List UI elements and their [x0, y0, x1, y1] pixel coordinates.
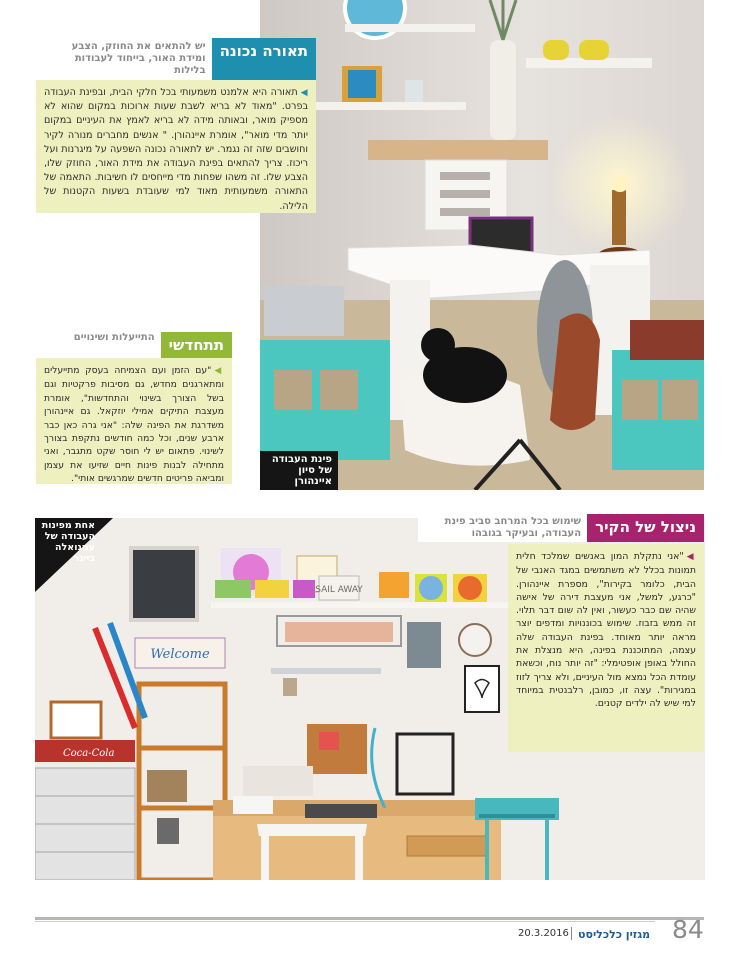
section-renew-title: תתחדשי	[161, 332, 232, 358]
coca-cola-sign: Coca-Cola	[63, 748, 115, 759]
sail-away-sign: SAIL AWAY	[315, 585, 363, 595]
photo-top-caption: פינת העבודה של סיון איינהורן	[260, 451, 338, 490]
footer-rule	[35, 917, 704, 920]
magazine-name: מגזין כלכליסט	[578, 928, 651, 941]
section-wall-body-box	[508, 544, 704, 752]
bullet-arrow-icon: ◀	[300, 88, 308, 98]
section-lighting	[36, 38, 316, 213]
corner-desk-illustration	[260, 0, 704, 490]
welcome-banner: Welcome	[150, 647, 210, 662]
section-lighting-body-box	[36, 80, 316, 213]
footer-separator	[571, 927, 572, 940]
photo-bottom-caption: אחת מפינות העבודה של עמנואלה בייגר	[41, 520, 95, 564]
section-wall	[418, 514, 704, 542]
photo-corner-desk	[260, 0, 704, 490]
section-wall-body: "אני נתקלת המון באנשים שמלכד חלית תמונות בכלל לא משתמשים במגד האנבי של הבית, כלומר בקירות", מספרת איינהורן. "כרגע, למשל, אני מעצבת דירה של אישה שהיה שם כבר כעשור, ואין לה שום דבר תלוי. זה ממש בזבוז. שימוש בכוננויות ומדפים יוצר מראה יותר מאוחד. בפינת העבודה שלה עצמה, המתוכננת בפינה, היא מנצלת את החולל באופן אופטימלי: "זה יותר נוח, וכשאת עומדת הכל נמצא מול העיניים, ולא צריך לזוז במגירות". עצה זו, כמובן, רלבנטית במיוחד למי שיש לה ילדים קטנים.	[516, 551, 696, 710]
page-number: 84	[672, 915, 704, 944]
issue-date: 20.3.2016	[518, 928, 569, 939]
section-renew	[36, 332, 232, 484]
footer-rule-thin	[35, 921, 655, 922]
section-renew-body: "עם הזמן ועם הצמיחה בעסק מתייעלים ומתארגנים מחדש, גם מסיבות פרקטיות וגם בשל הצורך בשינוי והתחדשות", אומרת מעצבת התיקים אמילי יוזקאל. גם איינהורן משדרגת את הפינה שלה: "אני גרה כאן כבר ארבע שנים, וכל כמה חודשים נתקפת בצורך לשינוי. פתאום יש לי חוסר שקט מתגבר, ואני מתחילה לבנות פינות חיים שזיעו את עצמן ומביאה פריטים חדשים שמרגשים אותי".	[44, 365, 224, 484]
section-wall-title: ניצול של הקיר	[587, 514, 704, 542]
section-lighting-body: תאורה היא אלמנט משמעותי בכל חלקי הבית, ובפינת העבודה בפרט. "מאוד לא בריא לשבת שעות ארוכות במקום שהוא לא מספיק מואר, ובאותה מידה לא בריא לאמץ את העיניים במקום יותר מדי מואר", אומרת איינהורן. " אנשים מחברים מנורה לקיר וחושבים שזה זה נגמר. יש לתאורה נכונה השפעה על מיגרנות ועל ריכוז. צריך להתאים בפינת העבודה את מידת האור, החוזק שלו, הצבע שלו. זה משהו שפחות מדי מייחסים לו חשיבות. התאמה של התאורה משמעותית מאוד למי שעובדת בשעות הקטנות של הלילה.	[44, 87, 308, 212]
bullet-arrow-icon: ◀	[686, 552, 697, 562]
section-lighting-title: תאורה נכונה	[212, 38, 316, 80]
section-lighting-subtitle: יש להתאים את החוזק, הצבע ומידת האור, בייחוד לעבודות בלילות	[71, 41, 206, 76]
section-renew-subtitle: התייעלות ושינויים	[73, 332, 155, 343]
section-renew-body-box	[36, 358, 232, 484]
section-wall-subtitle: שימוש בכל המרחב סביב פינת העבודה, ובעיקר בגובהו	[444, 516, 582, 539]
bullet-arrow-icon: ◀	[214, 366, 224, 376]
